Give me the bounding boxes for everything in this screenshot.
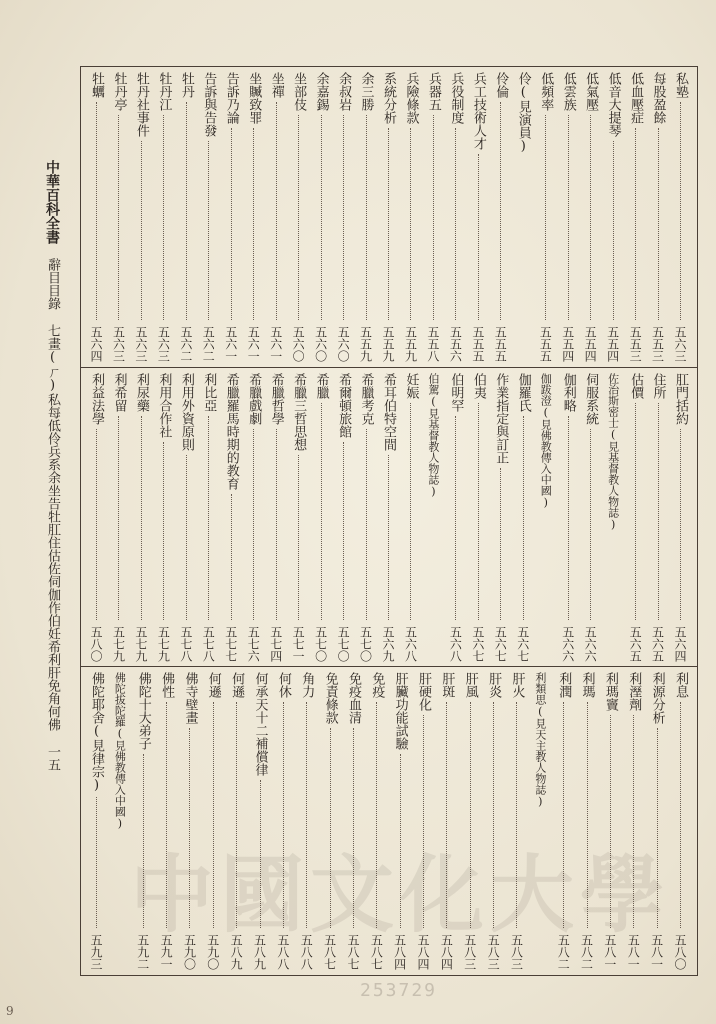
entry-page: 五五九 xyxy=(381,326,395,362)
index-entry xyxy=(557,72,579,362)
leader-dots xyxy=(253,128,254,320)
index-entry xyxy=(579,373,601,662)
entry-page: 五七八 xyxy=(178,626,193,662)
entry-title: 牡丹 xyxy=(178,72,194,98)
entry-title: 肝斑 xyxy=(439,672,455,698)
index-entry xyxy=(107,373,129,662)
index-entry xyxy=(624,72,646,362)
entry-page: 五五六 xyxy=(448,326,463,362)
entry-title: 肛門括約 xyxy=(673,373,688,425)
index-entry xyxy=(399,72,421,362)
entry-title: 免疫 xyxy=(369,672,385,698)
index-entry xyxy=(512,72,534,362)
entry-page: 五六二 xyxy=(201,326,216,362)
index-entry xyxy=(602,373,624,662)
index-entry xyxy=(669,72,691,362)
entry-page: 五六八 xyxy=(403,626,418,662)
leader-dots xyxy=(298,455,299,620)
book-title: 中華百科全書 xyxy=(44,160,60,244)
entry-title: 伽羅氏 xyxy=(515,373,531,412)
leader-dots xyxy=(96,102,97,320)
leader-dots xyxy=(658,403,659,620)
entry-title: 伯夷 xyxy=(470,373,486,399)
leader-dots xyxy=(186,455,187,620)
entry-title: 利潤 xyxy=(556,672,572,698)
leader-dots xyxy=(635,128,636,320)
entry-page: 五五九 xyxy=(403,326,418,362)
leader-dots xyxy=(613,141,614,320)
entry-page: 五六八 xyxy=(448,626,463,662)
leader-dots xyxy=(500,468,501,620)
index-entry xyxy=(220,72,242,362)
index-entry xyxy=(332,373,354,662)
entry-title: 肝火 xyxy=(509,672,525,698)
entry-title: 低雲族 xyxy=(560,72,576,111)
leader-dots xyxy=(118,416,119,620)
entry-title: 坐禪 xyxy=(268,72,284,98)
entry-page: 五五九 xyxy=(358,326,373,362)
entry-title: 伯明罕 xyxy=(448,373,464,412)
entry-page: 五八七 xyxy=(369,934,384,970)
entry-title: 肝硬化 xyxy=(416,672,432,711)
index-entry xyxy=(377,72,399,362)
entry-page: 五六一 xyxy=(223,326,238,362)
index-entry xyxy=(624,373,646,662)
leader-dots xyxy=(366,429,367,620)
index-entry xyxy=(422,72,444,362)
index-entry xyxy=(444,72,466,362)
entry-title: 余嘉錫 xyxy=(313,72,329,111)
leader-dots xyxy=(343,442,344,620)
leader-dots xyxy=(410,128,411,320)
library-watermark: 中國文化大學 xyxy=(129,845,670,944)
entry-page: 五五四 xyxy=(605,326,620,362)
index-entry xyxy=(647,72,669,362)
entry-title: 何遜 xyxy=(229,672,245,698)
leader-dots xyxy=(321,115,322,320)
entry-page: 五六四 xyxy=(673,626,687,662)
index-entry xyxy=(130,373,152,662)
entry-page: 五五三 xyxy=(628,326,643,362)
entry-page: 五八四 xyxy=(416,934,431,970)
entry-title: 希爾頓旅館 xyxy=(336,373,352,438)
entry-title: 伶(見演員) xyxy=(515,72,531,154)
entry-page: 五八一 xyxy=(626,934,641,970)
leader-dots xyxy=(141,416,142,620)
index-entry xyxy=(85,672,107,970)
leader-dots xyxy=(298,115,299,320)
entry-page: 五八八 xyxy=(275,934,290,970)
entry-page: 五六〇 xyxy=(291,326,306,362)
leader-dots xyxy=(276,102,277,320)
index-entry xyxy=(579,72,601,362)
entry-page: 五八一 xyxy=(602,934,617,970)
entry-page: 五五五 xyxy=(493,326,508,362)
leader-dots xyxy=(680,102,681,320)
entry-title: 何休 xyxy=(275,672,291,698)
leader-dots xyxy=(96,429,97,620)
leader-dots xyxy=(163,115,164,320)
index-entry xyxy=(310,72,332,362)
index-entry xyxy=(377,373,399,662)
entry-page: 五六三 xyxy=(673,326,687,362)
entry-title: 利益法學 xyxy=(89,373,104,425)
leader-dots xyxy=(523,416,524,620)
entry-page: 五六一 xyxy=(246,326,261,362)
entry-title: 余叔岩 xyxy=(336,72,352,111)
leader-dots xyxy=(568,416,569,620)
entry-page: 五六一 xyxy=(268,326,283,362)
entry-title: 低血壓症 xyxy=(628,72,644,124)
leader-dots xyxy=(141,141,142,320)
index-entry xyxy=(310,373,332,662)
entry-title: 私塾 xyxy=(673,72,688,98)
entry-title: 估價 xyxy=(628,373,644,399)
index-entry xyxy=(557,373,579,662)
entry-title: 希耳伯特空間 xyxy=(381,373,396,451)
entry-title: 告訴乃論 xyxy=(223,72,239,124)
entry-page: 五五八 xyxy=(425,326,440,362)
leader-dots xyxy=(590,115,591,320)
leader-dots xyxy=(343,115,344,320)
index-entry xyxy=(602,72,624,362)
entry-page: 五七一 xyxy=(291,626,306,662)
entry-title: 坐部伎 xyxy=(291,72,307,111)
entry-page: 五八七 xyxy=(322,934,337,970)
entry-page: 五九一 xyxy=(159,934,174,970)
entry-page: 五六五 xyxy=(650,626,665,662)
leader-dots xyxy=(455,416,456,620)
entry-title: 希臘三哲思想 xyxy=(291,373,307,451)
entry-page: 五八二 xyxy=(579,934,594,970)
index-entry xyxy=(220,373,242,662)
entry-page: 五七九 xyxy=(111,626,126,662)
entry-title: 兵役制度 xyxy=(448,72,464,124)
entry-title: 低氣壓 xyxy=(583,72,599,111)
leader-dots xyxy=(410,403,411,620)
entry-page: 五九二 xyxy=(135,934,150,970)
stroke-label: 七畫 xyxy=(45,324,60,350)
entry-title: 利用合作社 xyxy=(156,373,172,438)
entry-page: 五九〇 xyxy=(182,934,197,970)
entry-title: 利息 xyxy=(673,672,688,698)
index-entry xyxy=(534,373,556,662)
entry-title: 坐贓致罪 xyxy=(246,72,262,124)
entry-page: 五六六 xyxy=(583,626,598,662)
entry-title: 肝臟功能試驗 xyxy=(392,672,408,750)
entry-title: 佐治斯密士(見基督教人物誌) xyxy=(606,373,620,531)
part-label: (ㄏ) xyxy=(45,350,60,393)
entry-title: 肝風 xyxy=(462,672,478,698)
index-entry xyxy=(669,373,691,662)
index-entry xyxy=(107,72,129,362)
section-title: 辭目目錄 xyxy=(45,258,60,310)
entry-page: 五六四 xyxy=(89,326,103,362)
catalog-stamp: 253729 xyxy=(360,980,438,1001)
leader-dots xyxy=(276,429,277,620)
leader-dots xyxy=(635,403,636,620)
index-entry xyxy=(355,373,377,662)
entry-title: 利用外資原則 xyxy=(178,373,194,451)
index-entry xyxy=(332,72,354,362)
entry-title: 伺服系統 xyxy=(583,373,599,425)
index-entry xyxy=(489,373,511,662)
entry-title: 兵器五 xyxy=(425,72,441,111)
entry-title: 利源分析 xyxy=(649,672,665,724)
leader-dots xyxy=(118,115,119,320)
index-entry xyxy=(197,72,219,362)
entry-title: 佛陀十大弟子 xyxy=(135,672,151,750)
leader-dots xyxy=(231,494,232,620)
index-entry xyxy=(534,72,556,362)
entry-page: 五五五 xyxy=(470,326,485,362)
entry-title: 住所 xyxy=(650,373,666,399)
entry-title: 何承天十二補償律 xyxy=(252,672,268,776)
entry-title: 伽跋澄(見佛教傳入中國) xyxy=(539,373,553,509)
entry-title: 牡丹亭 xyxy=(111,72,127,111)
entry-title: 利比亞 xyxy=(201,373,217,412)
entry-title: 免疫血清 xyxy=(345,672,361,724)
leader-dots xyxy=(231,128,232,320)
entry-page: 五六〇 xyxy=(313,326,328,362)
entry-page: 五八九 xyxy=(229,934,244,970)
sidebar xyxy=(42,160,62,771)
corner-mark: 9 xyxy=(6,1004,14,1018)
entry-title: 佛寺壁畫 xyxy=(182,672,198,724)
index-entry xyxy=(287,72,309,362)
entry-title: 牡丹社事件 xyxy=(133,72,149,137)
index-entry xyxy=(287,373,309,662)
entry-title: 低音大提琴 xyxy=(605,72,621,137)
entry-page: 五五五 xyxy=(538,326,553,362)
leader-dots xyxy=(658,128,659,320)
entry-page: 五八三 xyxy=(486,934,501,970)
index-entry xyxy=(242,72,264,362)
entry-title: 伽利略 xyxy=(560,373,576,412)
entry-page: 五八九 xyxy=(252,934,267,970)
entry-page: 五七六 xyxy=(246,626,261,662)
entry-title: 利希留 xyxy=(111,373,127,412)
entry-page: 五七九 xyxy=(133,626,148,662)
index-entry xyxy=(152,72,174,362)
entry-page: 五八四 xyxy=(439,934,454,970)
entry-title: 利類思(見天主教人物誌) xyxy=(533,672,547,808)
page-number: 一五 xyxy=(45,745,60,771)
index-entry xyxy=(467,72,489,362)
entry-page: 五八一 xyxy=(649,934,664,970)
entry-page: 五六五 xyxy=(628,626,643,662)
entry-title: 妊娠 xyxy=(403,373,419,399)
index-entry xyxy=(647,373,669,662)
index-entry xyxy=(242,373,264,662)
index-entry xyxy=(152,373,174,662)
entry-page: 五八〇 xyxy=(673,934,687,970)
entry-title: 余三勝 xyxy=(358,72,374,111)
entry-title: 作業指定與訂正 xyxy=(493,373,509,464)
leader-dots xyxy=(388,128,389,320)
index-entry xyxy=(175,373,197,662)
entry-title: 兵險條款 xyxy=(403,72,419,124)
entry-page: 五七〇 xyxy=(336,626,351,662)
index-entry xyxy=(512,373,534,662)
entry-page: 五七七 xyxy=(223,626,238,662)
entry-page: 五七九 xyxy=(156,626,171,662)
entry-page: 五九〇 xyxy=(205,934,220,970)
entry-title: 利溼劑 xyxy=(626,672,642,711)
index-entry xyxy=(265,72,287,362)
entry-page: 五六七 xyxy=(493,626,508,662)
entry-title: 肝炎 xyxy=(486,672,502,698)
entry-title: 何遜 xyxy=(205,672,221,698)
entry-page: 五六七 xyxy=(515,626,530,662)
entry-page: 五六三 xyxy=(156,326,171,362)
entry-title: 兵工技術人才 xyxy=(470,72,486,150)
entry-title: 每股盈餘 xyxy=(650,72,666,124)
leader-dots xyxy=(545,115,546,320)
entry-title: 伯駕(見基督教人物誌) xyxy=(426,373,440,498)
leader-dots xyxy=(208,141,209,320)
entry-page: 五八七 xyxy=(345,934,360,970)
entry-page: 五八三 xyxy=(462,934,477,970)
entry-page: 五六六 xyxy=(560,626,575,662)
entry-page: 五七〇 xyxy=(358,626,373,662)
band-divider xyxy=(80,666,698,667)
entry-page: 五六七 xyxy=(470,626,485,662)
leader-dots xyxy=(321,403,322,620)
entry-title: 角力 xyxy=(299,672,315,698)
entry-page: 五七〇 xyxy=(313,626,328,662)
entry-title: 利尿藥 xyxy=(133,373,149,412)
leader-dots xyxy=(500,102,501,320)
entry-page: 五七八 xyxy=(201,626,216,662)
entry-title: 希臘戲劇 xyxy=(246,373,262,425)
leader-dots xyxy=(590,429,591,620)
entry-page: 五六二 xyxy=(178,326,193,362)
leader-dots xyxy=(208,416,209,620)
entry-title: 希臘羅馬時期的教育 xyxy=(223,373,239,490)
index-entry xyxy=(355,72,377,362)
index-entry xyxy=(399,373,421,662)
index-entry xyxy=(175,72,197,362)
leader-dots xyxy=(478,403,479,620)
leader-dots xyxy=(96,797,97,928)
entry-page: 五七四 xyxy=(268,626,283,662)
entry-page: 五八八 xyxy=(299,934,314,970)
leader-dots xyxy=(366,115,367,320)
entry-page: 五六〇 xyxy=(336,326,351,362)
index-entry xyxy=(130,72,152,362)
entry-page: 五八四 xyxy=(392,934,407,970)
entry-page: 五五四 xyxy=(560,326,575,362)
entry-title: 佛性 xyxy=(159,672,175,698)
index-entry xyxy=(444,373,466,662)
leader-dots xyxy=(253,429,254,620)
entry-page: 五八二 xyxy=(556,934,571,970)
leader-dots xyxy=(163,442,164,620)
leader-dots xyxy=(568,115,569,320)
entry-title: 告訴與告發 xyxy=(201,72,217,137)
entry-page: 五五四 xyxy=(583,326,598,362)
entry-page: 五八三 xyxy=(509,934,524,970)
entry-title: 希臘 xyxy=(313,373,329,399)
entry-title: 牡蠣 xyxy=(89,72,104,98)
entry-title: 佛陀耶舍(見律宗) xyxy=(89,672,104,793)
entry-page: 五六三 xyxy=(133,326,148,362)
entry-page: 五九三 xyxy=(89,934,103,970)
entry-title: 系統分析 xyxy=(381,72,396,124)
entry-page: 五八〇 xyxy=(89,626,103,662)
entry-title: 利瑪竇 xyxy=(602,672,618,711)
leader-dots xyxy=(186,102,187,320)
index-entry xyxy=(489,72,511,362)
index-entry xyxy=(197,373,219,662)
entry-title: 利瑪 xyxy=(579,672,595,698)
entry-title: 希臘哲學 xyxy=(268,373,284,425)
index-entry xyxy=(467,373,489,662)
index-entry xyxy=(265,373,287,662)
entry-title: 低頻率 xyxy=(538,72,554,111)
entry-title: 免責條款 xyxy=(322,672,338,724)
index-entry xyxy=(85,72,107,362)
entry-title: 伶倫 xyxy=(493,72,509,98)
chars-list: 私每低伶兵系余坐告牡肛住估佐伺伽作伯妊希利肝免角何佛 xyxy=(45,393,60,731)
entry-title: 希臘考克 xyxy=(358,373,374,425)
leader-dots xyxy=(388,455,389,620)
leader-dots xyxy=(433,115,434,320)
index-entry xyxy=(422,373,444,662)
index-entry xyxy=(85,373,107,662)
leader-dots xyxy=(455,128,456,320)
entry-title: 佛陀拔陀羅(見佛教傳入中國) xyxy=(113,672,127,830)
entry-page: 五六三 xyxy=(111,326,126,362)
band-divider xyxy=(80,367,698,368)
entry-page: 五五三 xyxy=(650,326,665,362)
leader-dots xyxy=(478,154,479,320)
entry-title: 牡丹江 xyxy=(156,72,172,111)
entry-page: 五六九 xyxy=(381,626,395,662)
leader-dots xyxy=(680,429,681,620)
